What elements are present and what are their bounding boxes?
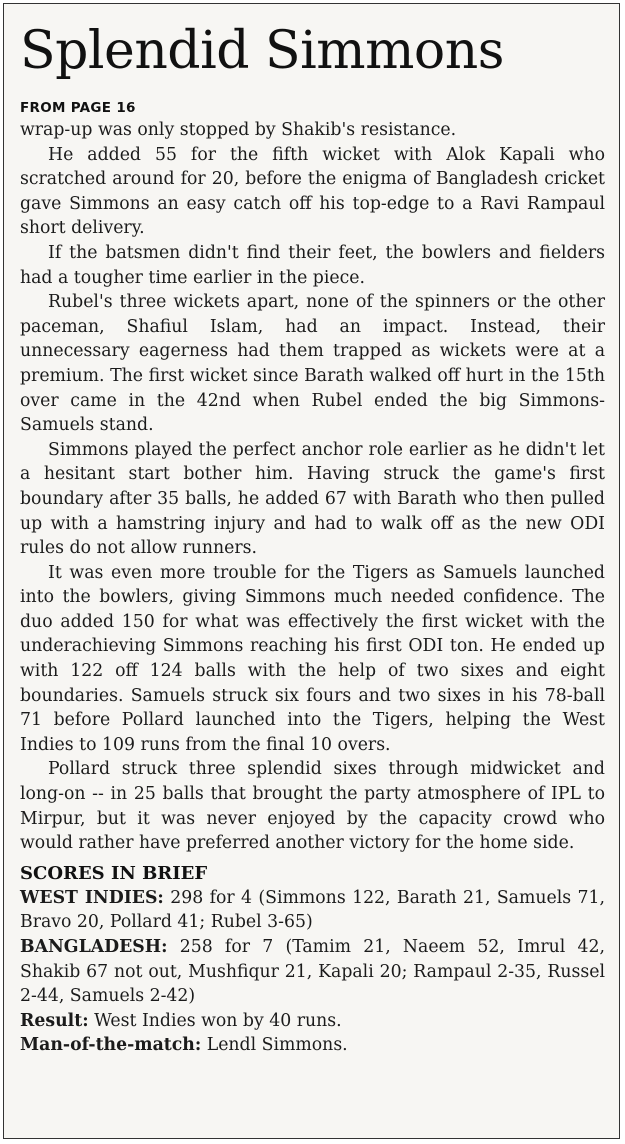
score-label: BANGLADESH:	[20, 937, 168, 957]
score-text: West Indies won by 40 runs.	[88, 1010, 342, 1031]
score-line-bangladesh	[20, 935, 605, 1009]
man-of-the-match-line	[20, 1033, 605, 1058]
score-label: Man-of-the-match:	[20, 1035, 202, 1056]
article-paragraph: Rubel's three wickets apart, none of the spinners or the other paceman, Shafiul Islam, had an impact. Instead, their unnecessary eagerness had them trapped as wickets were at a premium. The first wicket since Barath walked off hurt in the 15th over came in the 42nd when Rubel ended the big Simmons-Samuels stand.	[20, 292, 605, 436]
score-text: 258 for 7 (Tamim 21, Naeem 52, Imrul 42, Shakib 67 not out, Mushfiqur 21, Kapali 20; Rampaul 2-35, Russel 2-44, Samuels 2-42)	[20, 937, 605, 1007]
article-paragraph: wrap-up was only stopped by Shakib's resistance.	[20, 120, 457, 140]
score-text: Lendl Simmons.	[201, 1035, 348, 1056]
newspaper-clipping	[3, 3, 620, 1139]
article-paragraph: Simmons played the perfect anchor role earlier as he didn't let a hesitant start bother him. Having struck the game's first boundary after 35 balls, he added 67 with Barath who then pulled up with a hamstring injury and had to walk off as the new ODI rules do not allow runners.	[20, 439, 605, 559]
score-label: Result:	[20, 1010, 89, 1031]
scores-in-brief	[20, 886, 605, 1058]
article-paragraph: He added 55 for the fifth wicket with Alok Kapali who scratched around for 20, before the enigma of Bangladesh cricket gave Simmons an easy catch off his top-edge to a Ravi Rampaul short delivery.	[20, 144, 605, 239]
continued-from-label: FROM PAGE 16	[20, 100, 136, 116]
score-label: WEST INDIES:	[20, 887, 164, 908]
article-paragraph: If the batsmen didn't find their feet, the bowlers and fielders had a tougher time earlier in the piece.	[20, 242, 605, 288]
article-paragraph: It was even more trouble for the Tigers as Samuels launched into the bowlers, giving Simmons much needed confidence. The duo added 150 for what was effectively the first wicket with the underachieving Simmons reaching his first ODI ton. He ended up with 122 off 124 balls with the help of two sixes and eight boundaries. Samuels struck six fours and two sixes in his 78-ball 71 before Pollard launched into the Tigers, helping the West Indies to 109 runs from the final 10 overs.	[20, 562, 605, 755]
article-paragraph: Pollard struck three splendid sixes through midwicket and long-on -- in 25 balls that brought the party atmosphere of IPL to Mirpur, but it was never enjoyed by the capacity crowd who would rather have preferred another victory for the home side.	[20, 759, 605, 854]
headline: Splendid Simmons	[20, 21, 504, 81]
article-body	[20, 118, 605, 856]
score-line-west-indies	[20, 886, 605, 935]
result-line	[20, 1009, 605, 1034]
score-text: 298 for 4 (Simmons 122, Barath 21, Samuels 71, Bravo 20, Pollard 41; Rubel 3-65)	[20, 887, 605, 933]
scores-heading: SCORES IN BRIEF	[20, 862, 208, 884]
